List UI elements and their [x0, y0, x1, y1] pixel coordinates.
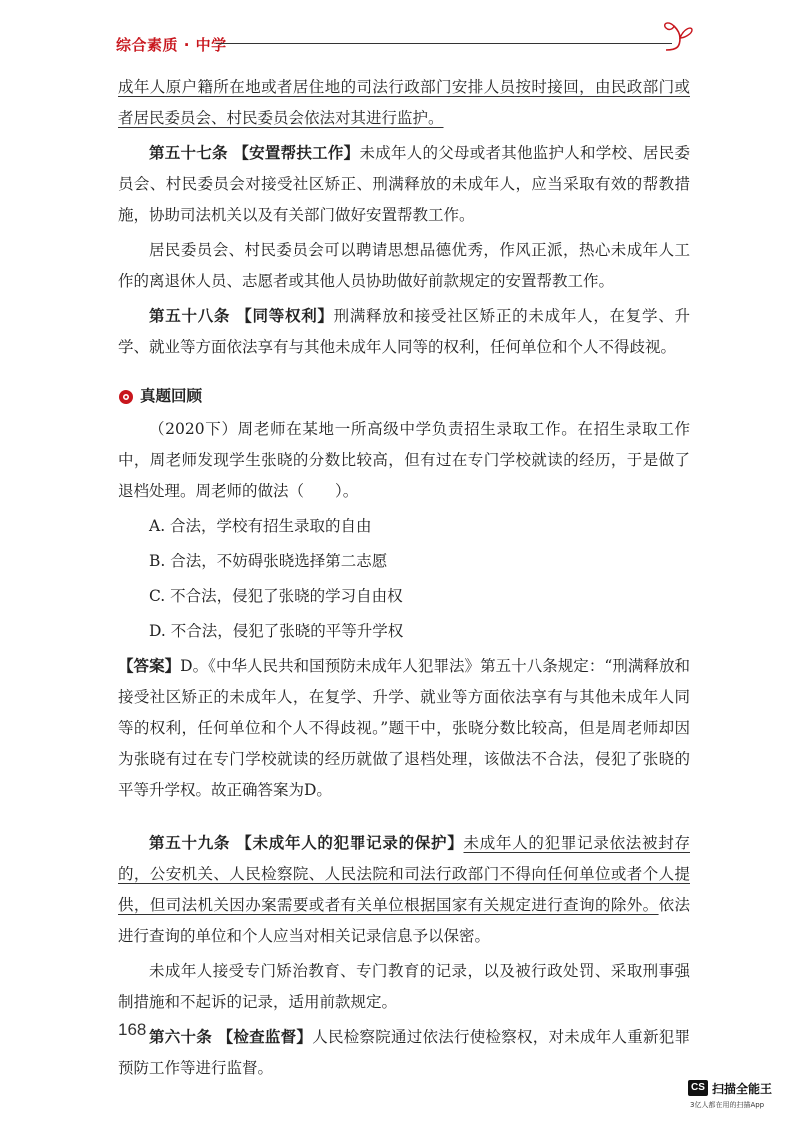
article-58 [118, 301, 690, 363]
article-60-body: 人民检察院通过依法行使检察权，对未成年人重新犯罪预防工作等进行监督。 [118, 1028, 690, 1077]
answer-paragraph [118, 651, 690, 806]
option-c: C. 不合法，侵犯了张晓的学习自由权 [149, 587, 403, 605]
review-question: （2020下）周老师在某地一所高级中学负责招生录取工作。在招生录取工作中，周老师发现学生张晓的分数比较高，但有过在专门学校就读的经历，于是做了退档处理。周老师的做法（ ）。 [118, 420, 690, 500]
article-59-underlined: 未成年人的犯罪记录依法被封存的，公安机关、人民检察院、人民法院和司法行政部门不得向任何单位或者个人提供，但司法机关因办案需要或者有关单位根据国家有关规定进行查询的除外。 [118, 834, 690, 914]
watermark-subtitle: 3亿人都在用的扫描App [690, 1101, 765, 1109]
sprout-icon [658, 16, 698, 56]
review-label: 真题回顾 [140, 387, 203, 405]
article-58-body: 刑满释放和接受社区矫正的未成年人，在复学、升学、就业等方面依法享有与其他未成年人同等的权利，任何单位和个人不得歧视。 [118, 307, 690, 356]
article-57-para2: 居民委员会、村民委员会可以聘请思想品德优秀，作风正派，热心未成年人工作的离退休人员、志愿者或其他人员协助做好前款规定的安置帮教工作。 [118, 241, 690, 290]
review-heading [118, 381, 690, 412]
article-59-rest: 依法进行查询的单位和个人应当对相关记录信息予以保密。 [118, 896, 690, 945]
header-rule [216, 43, 672, 44]
page-content [118, 72, 690, 1088]
flower-icon [118, 389, 134, 405]
watermark-logo: CS [688, 1080, 708, 1096]
article-59-heading: 第五十九条 【未成年人的犯罪记录的保护】 [149, 834, 464, 852]
answer-text: D。《中华人民共和国预防未成年人犯罪法》第五十八条规定：“刑满释放和接受社区矫正的未成年人，在复学、升学、就业等方面依法享有与其他未成年人同等的权利，任何单位和个人不得歧视。”题干中，张晓分数比较高，但是周老师却因为张晓有过在专门学校就读的经历就做了退档处理，该做法不合法，侵犯了张晓的平等升学权。故正确答案为D。 [118, 657, 690, 799]
article-57-body: 未成年人的父母或者其他监护人和学校、居民委员会、村民委员会对接受社区矫正、刑满释放的未成年人，应当采取有效的帮教措施，协助司法机关以及有关部门做好安置帮教工作。 [118, 144, 690, 224]
spacer [118, 810, 690, 828]
article-58-heading: 第五十八条 【同等权利】 [149, 307, 334, 325]
article-59-para2: 未成年人接受专门矫治教育、专门教育的记录，以及被行政处罚、采取刑事强制措施和不起诉的记录，适用前款规定。 [118, 962, 690, 1011]
page-header [116, 30, 686, 60]
article-59 [118, 828, 690, 952]
page-number: 168 [118, 1020, 147, 1039]
scanner-watermark [688, 1080, 792, 1120]
article-60-heading: 第六十条 【检查监督】 [149, 1028, 313, 1046]
article-57 [118, 138, 690, 231]
article-57-heading: 第五十七条 【安置帮扶工作】 [149, 144, 360, 162]
header-title: 综合素质 · 中学 [116, 36, 227, 54]
watermark-title: 扫描全能王 [712, 1082, 773, 1096]
option-a: A. 合法，学校有招生录取的自由 [149, 517, 372, 535]
paragraph-continuation: 成年人原户籍所在地或者居住地的司法行政部门安排人员按时接回，由民政部门或者居民委员会、村民委员会依法对其进行监护。 [118, 78, 690, 127]
option-d: D. 不合法，侵犯了张晓的平等升学权 [149, 622, 404, 640]
article-60 [118, 1022, 690, 1084]
option-b: B. 合法，不妨碍张晓选择第二志愿 [149, 552, 388, 570]
answer-label: 【答案】 [118, 657, 181, 675]
